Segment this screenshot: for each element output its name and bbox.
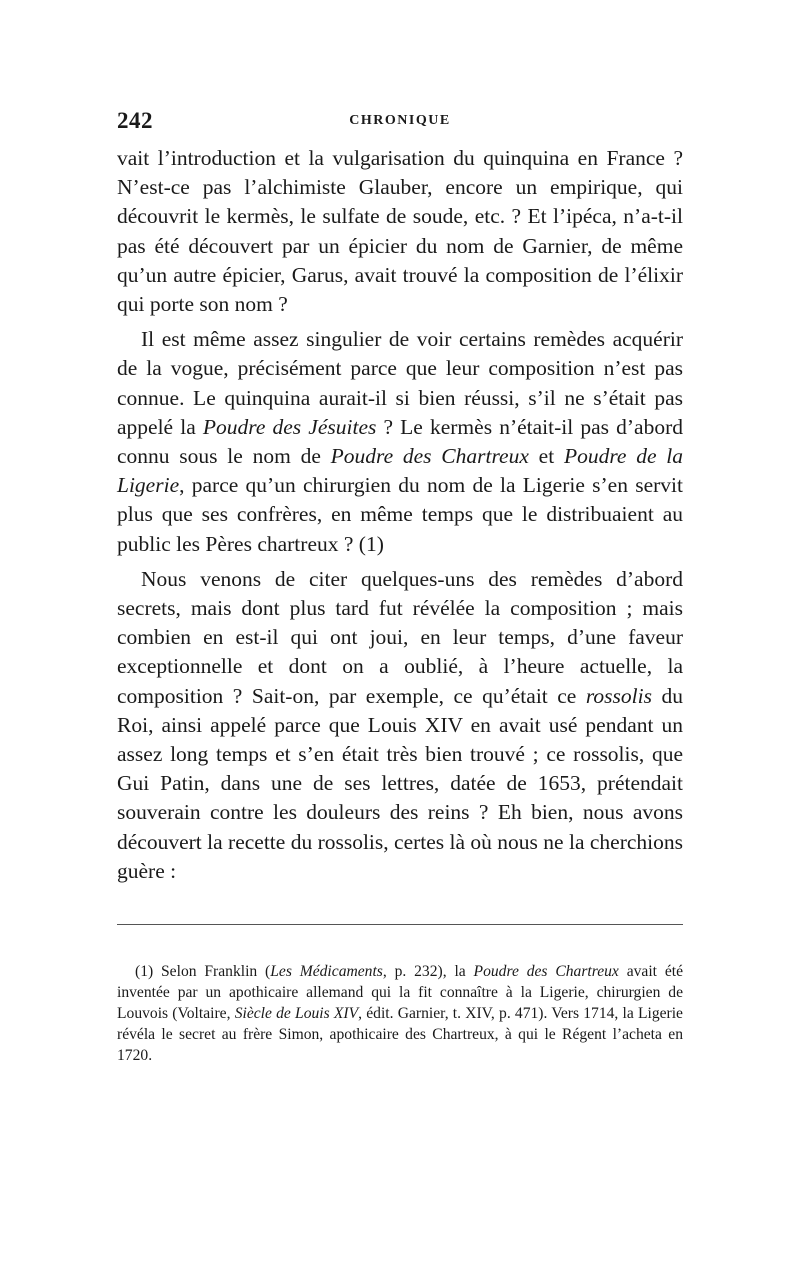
paragraph [117, 144, 683, 319]
text-run: , p. 232), la [382, 963, 474, 981]
footnotes [117, 961, 683, 1066]
text-run: (1) Selon Franklin ( [135, 963, 271, 981]
paragraph [117, 325, 683, 559]
page-header [117, 108, 683, 142]
text-run: et [528, 444, 564, 469]
footnote-divider [117, 924, 683, 925]
italic-title: Les Médicaments [270, 963, 383, 981]
italic-title: Poudre de la Ligerie [117, 444, 683, 498]
body-text [117, 144, 683, 886]
text-run: , édit. Garnier, t. XIV, p. 471). Vers 1714, la Ligerie révéla le secret au frère Simon, apothicaire des Chartreux, à qui le Régent l’acheta en 1720. [117, 1005, 683, 1065]
text-run: du Roi, ainsi appelé parce que Louis XIV en avait usé pendant un assez long temps et s’en était très bien trouvé ; ce rossolis, que Gui Patin, dans une de ses lettres, datée de 1653, prétendait souverain contre les douleurs des reins ? Eh bien, nous avons découvert la recette du rossolis, certes là où nous ne la cherchions guère : [117, 683, 683, 883]
text-run: ? Le kermès n’était-il pas d’abord connu sous le nom de [117, 414, 684, 469]
running-title: CHRONIQUE [349, 113, 451, 128]
italic-title: Siècle de Louis XIV [234, 1005, 359, 1023]
page-number: 242 [117, 108, 153, 133]
book-page [117, 108, 683, 1066]
text-run: Nous venons de citer quelques-uns des remèdes d’abord secrets, mais dont plus tard fut révélée la composition ; mais combien en est-il qui ont joui, en leur temps, d’une faveur exceptionnelle et dont on a oublié, à l’heure actuelle, la composition ? Sait-on, par exemple, ce qu’était ce [117, 566, 683, 708]
footnote [117, 961, 683, 1066]
text-run: vait l’introduction et la vulgarisation du quinquina en France ? N’est-ce pas l’alchimiste Glauber, encore un empirique, qui découvrit le kermès, le sulfate de soude, etc. ? Et l’ipéca, n’a-t-il pas été découvert par un épicier du nom de Garnier, de même qu’un autre épicier, Garus, avait trouvé la composition de l’élixir qui porte son nom ? [117, 146, 683, 317]
italic-title: Poudre des Jésuites [202, 414, 377, 439]
italic-title: Poudre des Chartreux [330, 444, 529, 469]
text-run: Il est même assez singulier de voir certains remèdes acquérir de la vogue, précisément parce que leur composition n’est pas connue. Le quinquina aurait-il si bien réussi, s’il ne s’était pas appelé la [117, 327, 683, 439]
text-run: , parce qu’un chirurgien du nom de la Ligerie s’en servit plus que ses confrères, en même temps que le distribuaient au public les Pères chartreux ? (1) [117, 473, 683, 556]
italic-term: rossolis [585, 683, 652, 708]
italic-title: Poudre des Chartreux [473, 963, 619, 981]
paragraph [117, 565, 683, 886]
text-run: avait été inventée par un apothicaire allemand qui la fit connaître à la Ligerie, chirurgien de Louvois (Voltaire, [117, 963, 684, 1023]
